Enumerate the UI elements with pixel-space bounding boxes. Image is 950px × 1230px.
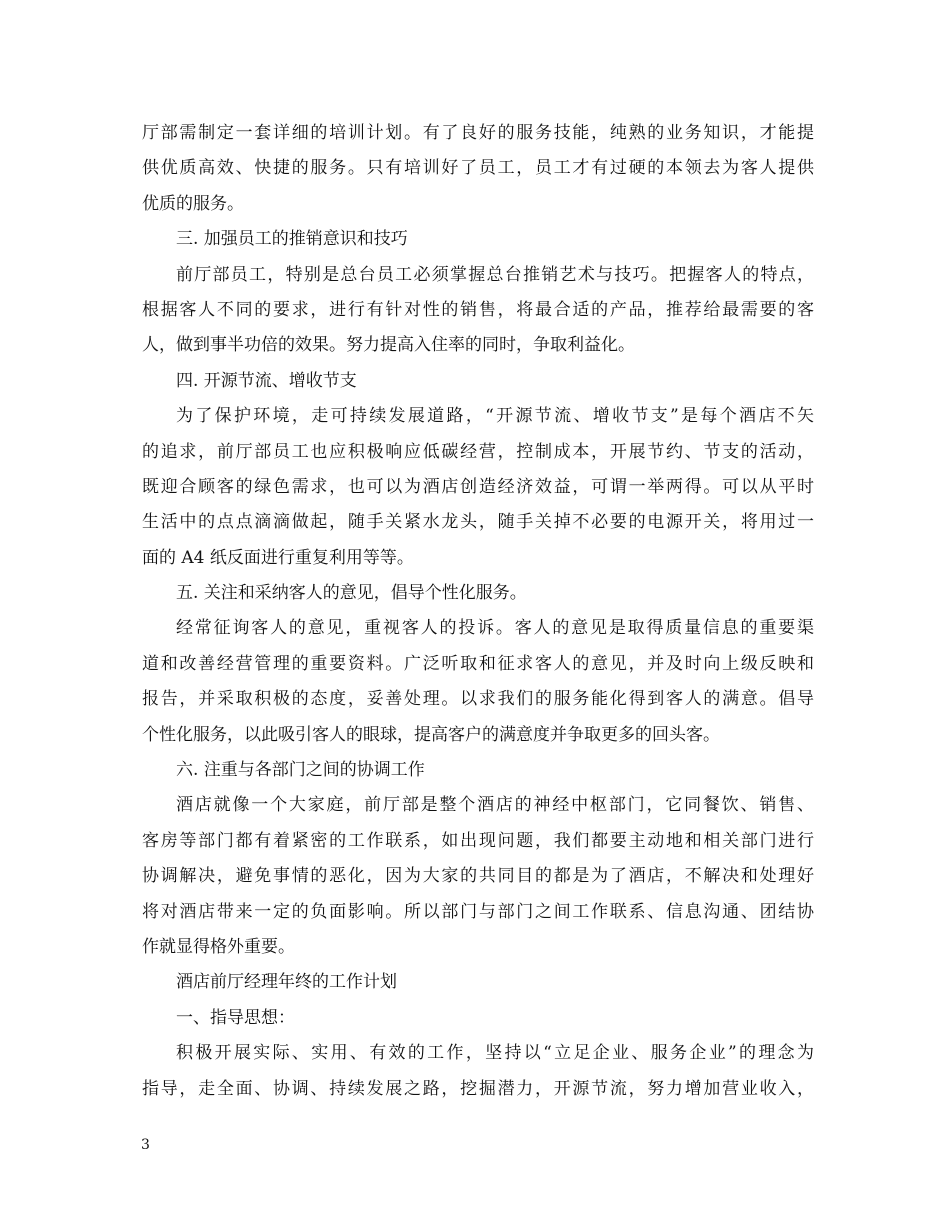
text-line: 生活中的点点滴滴做起，随手关紧水龙头，随手关掉不必要的电源开关，将用过一	[142, 512, 814, 533]
text-line: 一、指导思想：	[176, 1007, 295, 1028]
text-line: 四. 开源节流、增收节支	[176, 370, 357, 391]
text-line: 指导，走全面、协调、持续发展之路，挖掘潜力，开源节流，努力增加营业收入，	[142, 1078, 814, 1099]
text-line: 积极开展实际、实用、有效的工作，坚持以“立足企业、服务企业”的理念为	[176, 1043, 814, 1064]
text-line: 优质的服务。	[142, 193, 244, 214]
text-line: 根据客人不同的要求，进行有针对性的销售，将最合适的产品，推荐给最需要的客	[142, 299, 814, 320]
text-line: 酒店前厅经理年终的工作计划	[176, 972, 397, 993]
text-line: 人，做到事半功倍的效果。努力提高入住率的同时，争取利益化。	[142, 335, 635, 356]
text-line: 的追求，前厅部员工也应积极响应低碳经营，控制成本，开展节约、节支的活动，	[142, 441, 814, 462]
text-line: 酒店就像一个大家庭，前厅部是整个酒店的神经中枢部门，它同餐饮、销售、	[176, 795, 814, 816]
body-text	[142, 116, 814, 1107]
text-line: 既迎合顾客的绿色需求，也可以为酒店创造经济效益，可谓一举两得。可以从平时	[142, 476, 814, 497]
text-line: 六. 注重与各部门之间的协调工作	[176, 760, 425, 781]
text-line: 面的 A4 纸反面进行重复利用等等。	[142, 547, 414, 568]
text-line: 前厅部员工，特别是总台员工必须掌握总台推销艺术与技巧。把握客人的特点，	[176, 264, 814, 285]
text-line: 客房等部门都有着紧密的工作联系，如出现问题，我们都要主动地和相关部门进行	[142, 830, 814, 851]
text-line: 厅部需制定一套详细的培训计划。有了良好的服务技能，纯熟的业务知识，才能提	[142, 123, 814, 143]
text-line: 三. 加强员工的推销意识和技巧	[176, 229, 408, 250]
text-line: 供优质高效、快捷的服务。只有培训好了员工，员工才有过硬的本领去为客人提供	[142, 158, 814, 179]
text-line: 作就显得格外重要。	[142, 936, 295, 957]
page-number: 3	[141, 1137, 150, 1153]
text-line: 报告，并采取积极的态度，妥善处理。以求我们的服务能化得到客人的满意。倡导	[142, 689, 814, 710]
text-line: 个性化服务，以此吸引客人的眼球，提高客户的满意度并争取更多的回头客。	[142, 724, 720, 745]
text-line: 道和改善经营管理的重要资料。广泛听取和征求客人的意见，并及时向上级反映和	[142, 653, 814, 674]
text-line: 协调解决，避免事情的恶化，因为大家的共同目的都是为了酒店，不解决和处理好	[142, 866, 814, 887]
text-line: 五. 关注和采纳客人的意见，倡导个性化服务。	[176, 583, 527, 604]
text-line: 经常征询客人的意见，重视客人的投诉。客人的意见是取得质量信息的重要渠	[176, 618, 814, 639]
text-line: 为了保护环境，走可持续发展道路，“开源节流、增收节支”是每个酒店不矢	[176, 406, 814, 427]
text-line: 将对酒店带来一定的负面影响。所以部门与部门之间工作联系、信息沟通、团结协	[142, 901, 814, 922]
